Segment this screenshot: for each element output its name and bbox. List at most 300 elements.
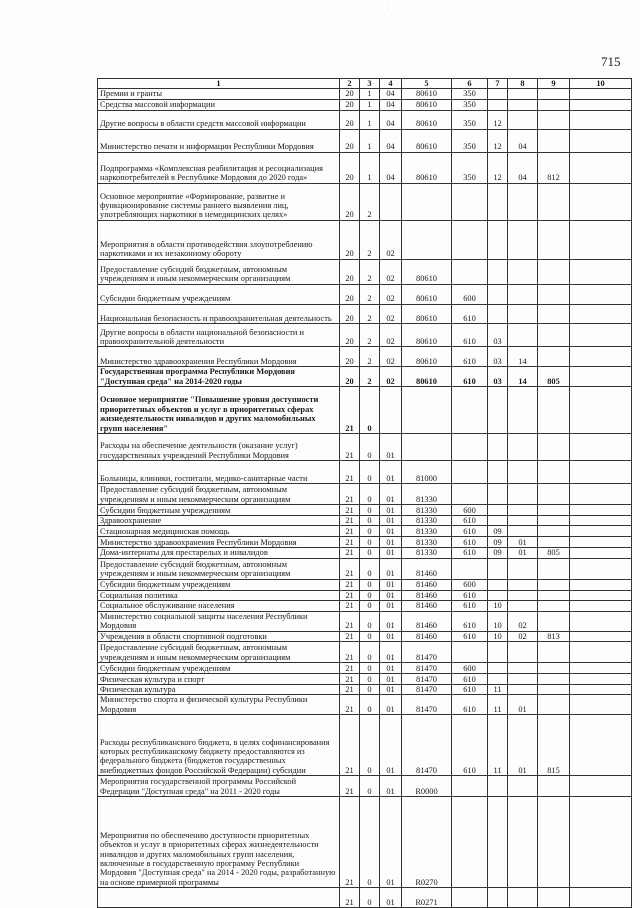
row-name: Расходы республиканского бюджета, в целях софинансирования которых республиканскому бюджету предоставляются из федерального бюджета (бюджетов государственных внебюджетных фондов Российской Федерации) субсидии [98,715,340,776]
row-name: Мероприятия по обеспечению доступности приоритетных объектов и услуг в приоритетных сферах жизнедеятельности инвалидов и других маломобильных групп населения, включенные в государственную программу Республики Мордовия "Доступная среда" на 2014 - 2020 годы, разработанную на основе примерной программы [98,797,340,888]
row-code [538,662,570,673]
row-code: 12 [488,129,508,152]
column-header: 1 [98,79,340,89]
row-code: 80610 [402,284,452,304]
row-code: 02 [380,284,402,304]
row-code [508,183,538,220]
row-code: 1 [360,110,380,129]
row-code: 610 [452,673,488,684]
row-code: 2 [360,347,380,367]
row-code: 2 [360,183,380,220]
row-code [488,89,508,99]
row-code: 21 [340,461,360,484]
row-code: 01 [380,797,402,888]
row-code: 20 [340,367,360,387]
row-code: 21 [340,797,360,888]
row-code: 20 [340,347,360,367]
row-code: 01 [380,611,402,631]
row-code: 0 [360,611,380,631]
row-code: 09 [488,526,508,537]
row-code: 14 [508,347,538,367]
row-code [508,110,538,129]
row-code: 12 [488,152,508,183]
row-code: 80610 [402,304,452,324]
row-code [488,284,508,304]
row-code: 350 [452,99,488,110]
row-name: Стационарная медицинская помощь [98,526,340,537]
table-row [98,641,632,662]
row-code: 350 [452,89,488,99]
row-name: Министерство здравоохранения Республики Мордовия [98,347,340,367]
row-code: 2 [360,324,380,347]
row-code: 04 [380,110,402,129]
row-name: Предоставление субсидий бюджетным, автономным учреждениям и иным некоммерческим организациям [98,558,340,579]
row-code [508,324,538,347]
row-code: 01 [508,695,538,715]
row-code [570,526,632,537]
row-code [402,434,452,461]
row-code: 21 [340,387,360,434]
row-code [570,695,632,715]
table-row [98,888,632,908]
table-row [98,284,632,304]
row-code: 01 [508,715,538,776]
row-code [570,367,632,387]
row-code [488,387,508,434]
row-code: 0 [360,434,380,461]
table-row [98,579,632,590]
table-row [98,110,632,129]
row-code: 80610 [402,347,452,367]
row-code: 610 [452,715,488,776]
row-code [508,505,538,516]
table-row [98,220,632,259]
row-code: 10 [488,611,508,631]
row-code [488,220,508,259]
table-row [98,505,632,516]
row-name: Дома-интернаты для престарелых и инвалидов [98,548,340,558]
column-header: 2 [340,79,360,89]
row-code: 0 [360,695,380,715]
row-code [570,152,632,183]
row-code [538,484,570,505]
row-code: 01 [380,434,402,461]
row-code: 21 [340,505,360,516]
row-code: 81330 [402,526,452,537]
row-code [570,684,632,694]
row-code: 610 [452,548,488,558]
row-name: Министерство спорта и физической культуры Республики Мордовия [98,695,340,715]
row-code: 21 [340,484,360,505]
row-code [538,505,570,516]
row-code [488,662,508,673]
row-code: 01 [380,662,402,673]
row-code [570,505,632,516]
table-row [98,776,632,797]
row-code [508,484,538,505]
row-code: 0 [360,673,380,684]
row-code [508,797,538,888]
row-code: 610 [452,526,488,537]
row-code: 0 [360,579,380,590]
row-code: 02 [380,367,402,387]
row-name: Средства массовой информации [98,99,340,110]
row-code [538,888,570,908]
row-code: 610 [452,367,488,387]
row-code: 01 [380,484,402,505]
row-code: 21 [340,776,360,797]
row-code: 02 [380,304,402,324]
table-row [98,797,632,888]
row-code [570,558,632,579]
row-code: 81460 [402,558,452,579]
row-code [570,110,632,129]
row-code: 610 [452,537,488,548]
row-name: Субсидии бюджетным учреждениям [98,579,340,590]
row-name: Министерство социальной защиты населения Республики Мордовия [98,611,340,631]
row-code [488,797,508,888]
row-code: 81330 [402,537,452,548]
row-code [570,673,632,684]
row-code: 2 [360,284,380,304]
row-code [488,183,508,220]
row-code: 815 [538,715,570,776]
row-code: 01 [380,684,402,694]
row-code: 2 [360,220,380,259]
row-code: 02 [380,347,402,367]
row-code: 01 [380,505,402,516]
row-code [538,611,570,631]
row-code: 01 [380,579,402,590]
row-code: 0 [360,797,380,888]
row-code: 350 [452,129,488,152]
table-row [98,347,632,367]
row-code: 01 [380,537,402,548]
row-name: Предоставление субсидий бюджетным, автономным учреждениям и иным некоммерческим организациям [98,484,340,505]
row-code [570,99,632,110]
row-code: 0 [360,537,380,548]
row-code: 0 [360,641,380,662]
row-code: 03 [488,324,508,347]
row-code: 600 [452,579,488,590]
row-code [508,579,538,590]
row-code [570,284,632,304]
table-row [98,611,632,631]
table-row [98,484,632,505]
row-code: 20 [340,304,360,324]
row-code [508,461,538,484]
table-row [98,548,632,558]
row-code [488,484,508,505]
row-code: 80610 [402,324,452,347]
row-name: Министерство здравоохранения Республики Мордовия [98,537,340,548]
column-header: 5 [402,79,452,89]
row-code: 0 [360,387,380,434]
row-code [538,387,570,434]
row-code: 81460 [402,579,452,590]
table-row [98,558,632,579]
table-row [98,684,632,694]
row-code [538,110,570,129]
row-code: 20 [340,99,360,110]
table-row [98,304,632,324]
row-code: 21 [340,537,360,548]
table-header-row [98,79,632,89]
row-code: 0 [360,590,380,600]
row-code [570,641,632,662]
row-code: 02 [508,631,538,641]
row-code [452,797,488,888]
table-row [98,695,632,715]
table-row [98,673,632,684]
row-code [508,558,538,579]
row-code: 0 [360,516,380,526]
row-name: Физическая культура и спорт [98,673,340,684]
row-code: 610 [452,516,488,526]
row-code: 610 [452,695,488,715]
row-code: 0 [360,461,380,484]
row-code [570,537,632,548]
row-code: 21 [340,611,360,631]
row-code: 81470 [402,684,452,694]
row-code [570,434,632,461]
row-code [488,461,508,484]
row-code [538,461,570,484]
row-name: Социальное обслуживание населения [98,601,340,611]
row-code [508,259,538,284]
row-code: 01 [380,695,402,715]
row-code: 20 [340,110,360,129]
table-row [98,537,632,548]
table-row [98,590,632,600]
table-row [98,183,632,220]
row-code: 0 [360,776,380,797]
row-code [570,797,632,888]
row-code [508,590,538,600]
row-code: 21 [340,434,360,461]
row-code: 0 [360,662,380,673]
row-name: Больницы, клиники, госпитали, медико-санитарные части [98,461,340,484]
row-code [380,387,402,434]
row-code: 610 [452,631,488,641]
row-code: 80610 [402,110,452,129]
row-code [452,220,488,259]
row-name: Учреждения в области спортивной подготовки [98,631,340,641]
row-code [452,434,488,461]
row-code: 81470 [402,695,452,715]
row-code [570,484,632,505]
row-code [570,715,632,776]
row-code: 01 [380,558,402,579]
row-code [538,695,570,715]
row-code [538,558,570,579]
row-code: 350 [452,110,488,129]
row-code: 80610 [402,152,452,183]
row-code [538,516,570,526]
row-code: 21 [340,715,360,776]
row-code: 80610 [402,89,452,99]
row-code [452,641,488,662]
row-code [570,347,632,367]
row-code: 1 [360,129,380,152]
row-code [538,259,570,284]
row-code [570,461,632,484]
row-code: 01 [380,641,402,662]
row-code [508,526,538,537]
row-code: 610 [452,684,488,694]
row-code [452,888,488,908]
row-name: Социальная политика [98,590,340,600]
row-code: 2 [360,304,380,324]
table-row [98,89,632,99]
row-name: Субсидии бюджетным учреждениям [98,505,340,516]
row-code: 14 [508,367,538,387]
row-name: Расходы на обеспечение деятельности (оказание услуг) государственных учреждений Республики Мордовия [98,434,340,461]
row-code [538,434,570,461]
row-code [570,89,632,99]
row-code: 0 [360,684,380,694]
row-code: 21 [340,558,360,579]
row-code: 21 [340,684,360,694]
row-code: 610 [452,590,488,600]
row-code: 21 [340,601,360,611]
row-code [538,220,570,259]
row-code: 2 [360,367,380,387]
row-code: 610 [452,304,488,324]
row-code [402,387,452,434]
row-code [508,99,538,110]
row-name: Национальная безопасность и правоохранительная деятельность [98,304,340,324]
row-name: Субсидии бюджетным учреждениям [98,284,340,304]
row-code: 09 [488,548,508,558]
row-code [488,641,508,662]
row-code [570,548,632,558]
row-code: 02 [380,259,402,284]
column-header: 8 [508,79,538,89]
table-row [98,259,632,284]
row-name: Здравоохранение [98,516,340,526]
row-code: R0270 [402,797,452,888]
row-code: 81460 [402,611,452,631]
row-code: 20 [340,259,360,284]
row-code [538,684,570,694]
table-row [98,99,632,110]
row-code: R0000 [402,776,452,797]
row-code: 02 [380,220,402,259]
row-code: 20 [340,183,360,220]
row-code: 81470 [402,641,452,662]
row-code: 805 [538,367,570,387]
row-name: Предоставление субсидий бюджетным, автономным учреждениям и иным некоммерческим организациям [98,641,340,662]
row-code: 1 [360,99,380,110]
row-code: 01 [380,888,402,908]
row-code [538,776,570,797]
row-code: 80610 [402,367,452,387]
row-code: 1 [360,152,380,183]
row-code: 0 [360,558,380,579]
column-header: 4 [380,79,402,89]
row-code [452,776,488,797]
row-code: 01 [380,526,402,537]
column-header: 3 [360,79,380,89]
row-code [508,601,538,611]
row-code: 01 [380,715,402,776]
row-code: 20 [340,324,360,347]
row-code: 04 [508,152,538,183]
row-code [488,505,508,516]
row-code [570,776,632,797]
row-code [538,89,570,99]
row-code [508,673,538,684]
row-name: Мероприятия государственной программы Российской Федерации "Доступная среда" на 2011 - 2020 годы [98,776,340,797]
column-header: 6 [452,79,488,89]
row-code: 03 [488,367,508,387]
row-code [538,99,570,110]
row-code: 0 [360,888,380,908]
row-code [570,611,632,631]
row-code: 81470 [402,673,452,684]
row-code [570,662,632,673]
row-code: 01 [380,590,402,600]
row-code: 10 [488,601,508,611]
row-code [570,631,632,641]
row-code: 80610 [402,259,452,284]
row-code: 81000 [402,461,452,484]
budget-table [97,78,632,908]
row-code: 21 [340,695,360,715]
row-code: 600 [452,284,488,304]
row-code: 81330 [402,516,452,526]
row-code: 01 [380,673,402,684]
row-code [452,484,488,505]
row-code: 81460 [402,590,452,600]
row-code: 600 [452,505,488,516]
row-code: 10 [488,631,508,641]
row-code [570,579,632,590]
table-row [98,715,632,776]
row-code [488,590,508,600]
row-code [488,434,508,461]
row-code: 01 [508,537,538,548]
row-code: 20 [340,89,360,99]
row-code [538,537,570,548]
row-code: 01 [380,776,402,797]
row-code [488,304,508,324]
row-code [508,662,538,673]
row-code [538,324,570,347]
row-code: 04 [380,89,402,99]
row-code [508,220,538,259]
row-code [452,387,488,434]
row-code: 01 [508,548,538,558]
row-name: Субсидии бюджетным учреждениям [98,662,340,673]
row-code: 20 [340,220,360,259]
row-code [488,776,508,797]
row-code: 01 [380,601,402,611]
row-code: 0 [360,505,380,516]
table-row [98,601,632,611]
row-code: 21 [340,548,360,558]
row-code [538,526,570,537]
row-code [508,434,538,461]
row-code [570,259,632,284]
table-row [98,631,632,641]
row-name: Другие вопросы в области средств массовой информации [98,110,340,129]
row-code [380,183,402,220]
row-name: Министерство печати и информации Республики Мордовия [98,129,340,152]
row-code [452,259,488,284]
row-code: R0271 [402,888,452,908]
